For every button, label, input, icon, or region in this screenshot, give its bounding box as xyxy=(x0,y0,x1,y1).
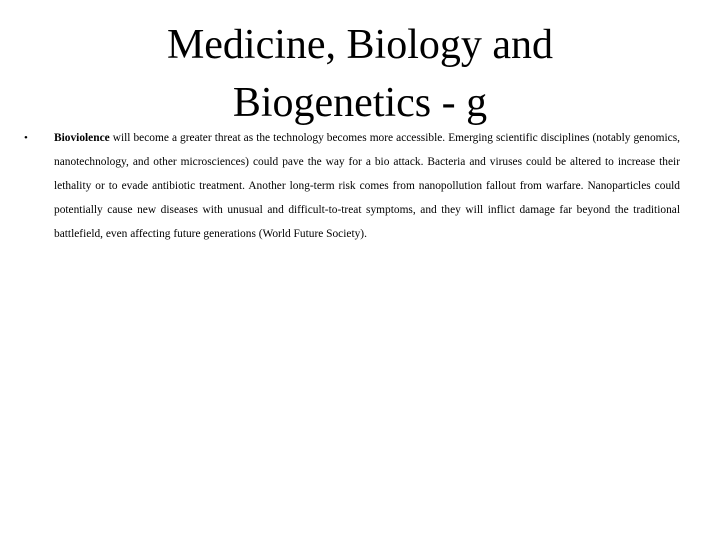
slide-title-line-2: Biogenetics - g xyxy=(232,80,488,126)
bullet-item xyxy=(24,126,680,246)
bullet-marker: • xyxy=(24,132,28,144)
bullet-term: Bioviolence xyxy=(54,132,110,144)
bullet-list xyxy=(24,126,680,246)
slide-title-line-1: Medicine, Biology and xyxy=(166,22,554,68)
slide-title xyxy=(90,16,630,132)
bullet-text: will become a greater threat as the technology becomes more accessible. Emerging scientific disciplines (notably genomics, nanotechnology, and other microsciences) could pave the way for a bio attack. Bacteria and viruses could be altered to increase their lethality or to evade antibiotic treatment. Another long-term risk comes from nanopollution fallout from warfare. Nanoparticles could potentially cause new diseases with unusual and difficult-to-treat symptoms, and they will inflict damage far beyond the traditional battlefield, even affecting future generations (World Future Society). xyxy=(54,132,680,240)
